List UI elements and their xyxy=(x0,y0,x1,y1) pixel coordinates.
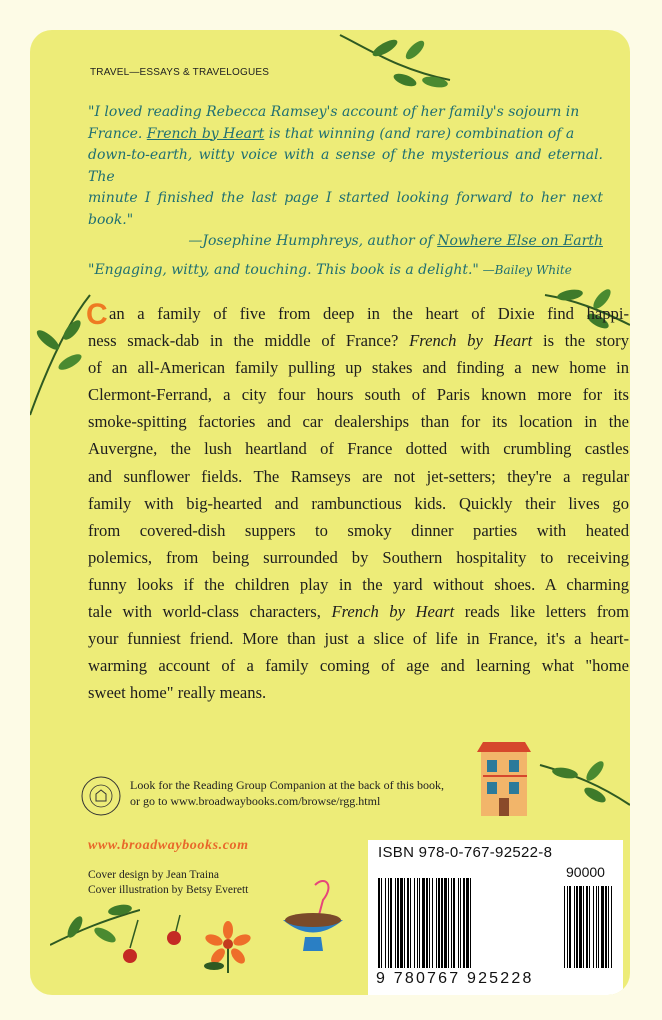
quote1-line3: down-to-earth, witty voice with a sense of the mysterious and eternal. The xyxy=(88,147,603,185)
barcode-bar xyxy=(378,878,380,968)
quote-white xyxy=(88,260,603,282)
barcode-addon-bar xyxy=(583,886,584,968)
blurb-text-part: reads like letters from xyxy=(454,602,629,622)
reading-group-line1: Look for the Reading Group Companion at the back of this book, xyxy=(130,778,444,792)
barcode-bar xyxy=(400,878,403,968)
barcode-addon-bar xyxy=(593,886,594,968)
blurb-line: and sunflower fields. The Ramseys are not jet-setters; they're a regular xyxy=(88,466,629,486)
blurb-line: sweet home" really means. xyxy=(88,683,267,703)
quote1-line2a: France. xyxy=(88,125,147,142)
barcode-addon-bar xyxy=(569,886,571,968)
category-label: TRAVEL—ESSAYS & TRAVELOGUES xyxy=(90,67,270,78)
quote-humphreys xyxy=(88,102,603,253)
barcode-bar xyxy=(395,878,396,968)
quote1-attribution-book: Nowhere Else on Earth xyxy=(437,233,603,249)
barcode-icon xyxy=(376,878,616,970)
barcode-bar xyxy=(429,878,430,968)
barcode-bar xyxy=(444,878,447,968)
barcode-addon-bar xyxy=(596,886,597,968)
barcode-bar xyxy=(470,878,471,968)
blurb-book-title: French by Heart xyxy=(331,602,455,622)
barcode-bar xyxy=(419,878,420,968)
barcode-bar xyxy=(404,878,405,968)
cherries-icon xyxy=(120,910,190,970)
barcode-addon-bar xyxy=(586,886,588,968)
blurb-line xyxy=(88,327,629,354)
barcode-addon-bar xyxy=(608,886,609,968)
barcode-addon-bar xyxy=(574,886,575,968)
back-cover xyxy=(30,30,630,995)
barcode-addon-bar xyxy=(601,886,604,968)
blurb-line: polemics, from being surrounded by Southern hospitality to receiving xyxy=(88,547,629,567)
barcode-addon-bar xyxy=(589,886,590,968)
quote1-line4: minute I finished the last page I started looking forward to her next book." xyxy=(88,190,603,228)
barcode-bar xyxy=(466,878,469,968)
reading-group-line2[interactable]: or go to www.broadwaybooks.com/browse/rgg.html xyxy=(130,794,381,808)
barcode-bar xyxy=(438,878,440,968)
reading-group-seal-icon xyxy=(80,775,122,817)
blurb-line: from covered-dish suppers to smoky dinner parties with heated xyxy=(88,520,629,540)
cover-design-credit: Cover design by Jean Traina xyxy=(88,869,219,881)
barcode-addon-bar xyxy=(576,886,578,968)
barcode-bar xyxy=(385,878,386,968)
house-icon xyxy=(475,740,535,820)
barcode-bar xyxy=(417,878,418,968)
barcode-bar xyxy=(436,878,437,968)
barcode-addon-bar xyxy=(598,886,599,968)
quote2-text: "Engaging, witty, and touching. This book is a delight." xyxy=(88,262,479,278)
barcode-box xyxy=(368,840,623,995)
drop-cap: C xyxy=(86,298,108,331)
blurb-line: family with big-hearted and rambunctious kids. Quickly their lives go xyxy=(88,493,629,513)
blurb-text-part: ness smack-dab in the middle of France? xyxy=(88,331,410,351)
barcode-bar xyxy=(381,878,382,968)
barcode-addon-bar xyxy=(605,886,607,968)
blurb-text-part: tale with world-class characters, xyxy=(88,602,332,622)
isbn-label: ISBN 978-0-767-92522-8 xyxy=(378,844,553,861)
blurb-line: your funniest friend. More than just a slice of life in France, it's a heart- xyxy=(88,629,629,649)
publisher-website[interactable]: www.broadwaybooks.com xyxy=(88,838,249,853)
barcode-addon-bar xyxy=(579,886,582,968)
blurb-line: funny looks if the children play in the yard without shoes. A charming xyxy=(88,574,629,594)
reading-group-note xyxy=(130,777,470,809)
blurb-line: smoke-spitting factories and car dealerships than for its location in the xyxy=(88,412,629,432)
barcode-bar xyxy=(397,878,399,968)
blurb-line: an a family of five from deep in the heart of Dixie find happi- xyxy=(109,304,629,323)
barcode-bar xyxy=(451,878,452,968)
barcode-bar xyxy=(407,878,409,968)
quote2-attribution: —Bailey White xyxy=(478,263,572,277)
ice-cream-cup-icon xyxy=(275,875,350,955)
blurb-line xyxy=(88,598,629,625)
branch-top-right-icon xyxy=(330,30,460,100)
barcode-bar xyxy=(448,878,449,968)
barcode-addon-bar xyxy=(611,886,612,968)
blurb-line: Clermont-Ferrand, a city four hours south of Paris known more for its xyxy=(88,385,629,405)
quote1-attribution xyxy=(88,231,603,253)
cover-credits xyxy=(88,868,248,898)
quote1-book-title: French by Heart xyxy=(146,125,265,142)
barcode-bar xyxy=(422,878,425,968)
blurb-text xyxy=(88,300,629,706)
barcode-bar xyxy=(441,878,443,968)
barcode-bar xyxy=(390,878,392,968)
ean-number: 9 780767 925228 xyxy=(376,970,534,987)
barcode-bar xyxy=(426,878,428,968)
flower-icon xyxy=(200,918,255,973)
price-code: 90000 xyxy=(566,864,605,880)
quote1-line1: "I loved reading Rebecca Ramsey's account of her family's sojourn in xyxy=(88,104,580,120)
branch-lower-right-icon xyxy=(535,755,630,810)
barcode-bar xyxy=(410,878,411,968)
blurb-line: of an all-American family pulling up stakes and finding a new home in xyxy=(88,358,629,378)
barcode-bar xyxy=(388,878,389,968)
barcode-addon-bar xyxy=(567,886,568,968)
quote1-line2c: is that winning (and rare) combination of a xyxy=(264,125,575,142)
blurb-line: warming account of a family coming of age and learning what "home xyxy=(88,656,629,676)
barcode-bar xyxy=(453,878,455,968)
cover-illustration-credit: Cover illustration by Betsy Everett xyxy=(88,884,249,896)
barcode-bar xyxy=(460,878,461,968)
quote1-attribution-author: —Josephine Humphreys, author of xyxy=(188,233,438,249)
blurb-text-part: is the story xyxy=(532,331,629,351)
barcode-bar xyxy=(463,878,465,968)
blurb-book-title: French by Heart xyxy=(409,331,533,351)
barcode-bar xyxy=(414,878,415,968)
barcode-bar xyxy=(458,878,459,968)
barcode-bar xyxy=(432,878,433,968)
barcode-addon-bar xyxy=(564,886,565,968)
blurb-line: Auvergne, the lush heartland of France dotted with crumbling castles xyxy=(88,439,629,459)
